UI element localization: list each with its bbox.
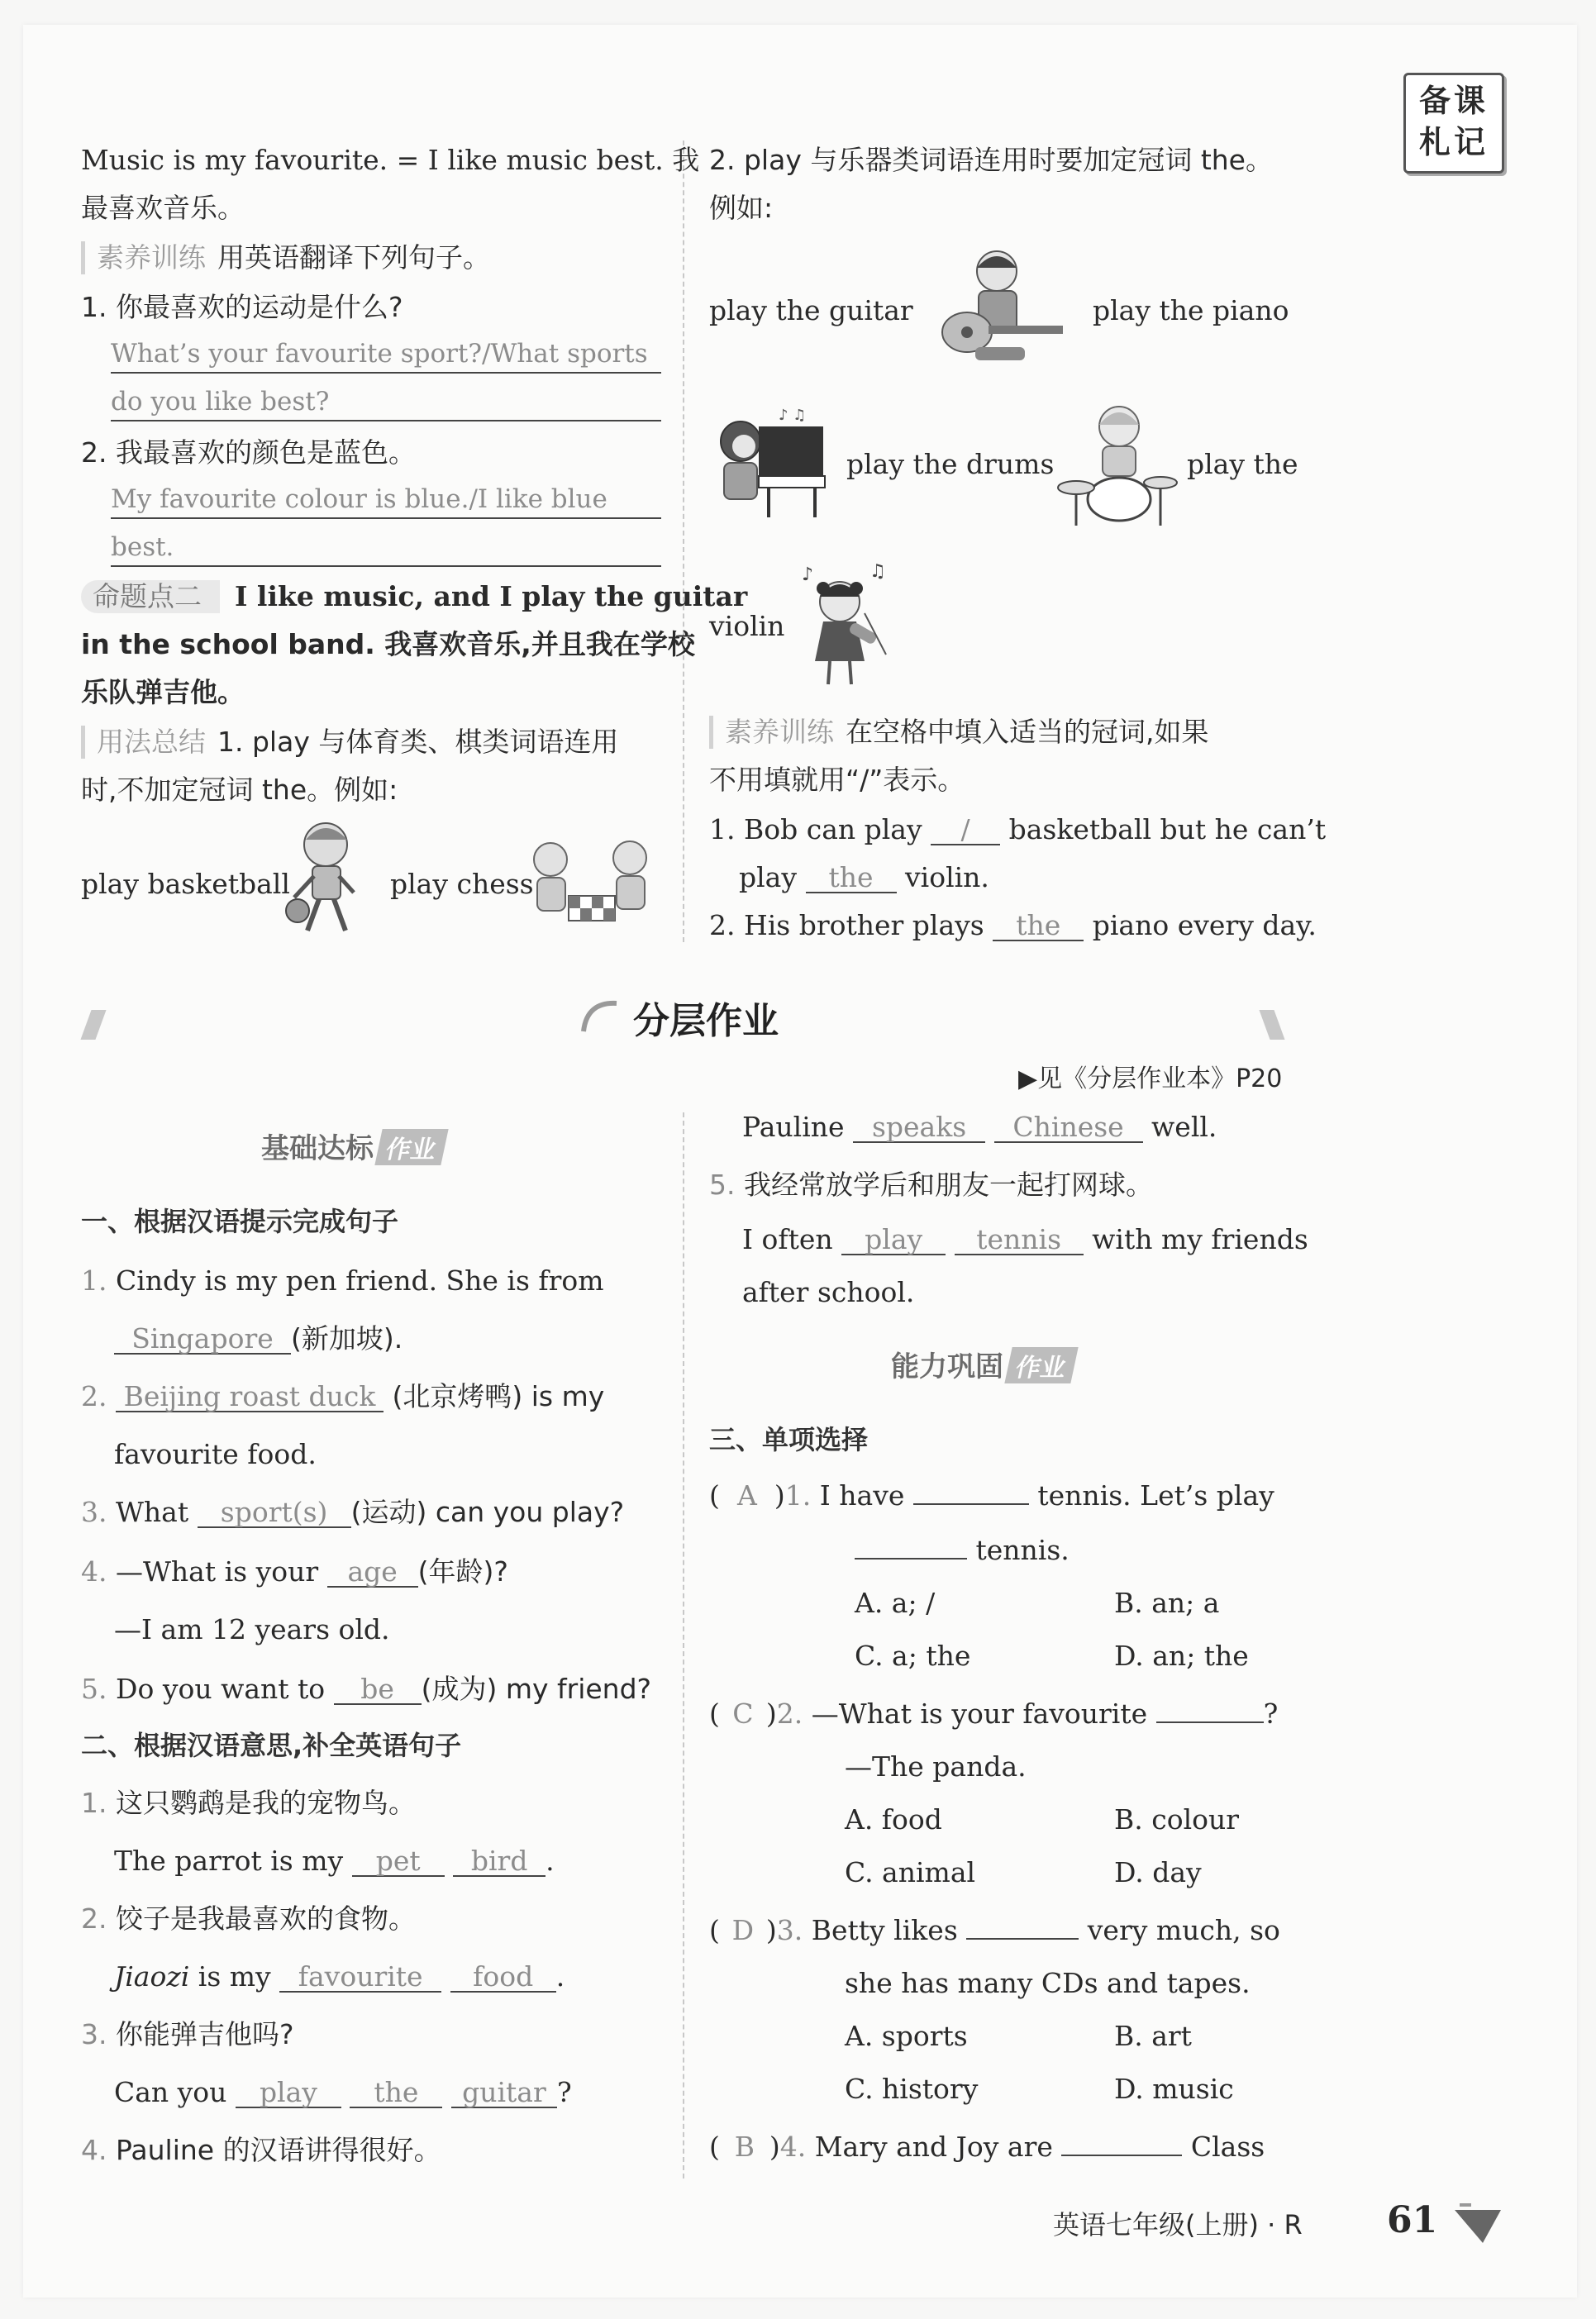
mcq-3-option-b[interactable]: B. art: [1114, 2020, 1192, 2052]
complete-s5-blank-1[interactable]: play: [841, 1226, 946, 1255]
training-2-row: [709, 716, 1209, 749]
fill-q5-number: 5.: [81, 1673, 107, 1705]
section-1-heading: 一、根据汉语提示完成句子: [81, 1206, 399, 1237]
point-2-english: I like music, and I play the guitar: [235, 580, 748, 612]
mcq-3-row: [709, 1914, 1280, 1947]
mcq-4-text-a: Mary and Joy are: [814, 2131, 1053, 2163]
article-q2-text-a: 2. His brother plays: [709, 909, 984, 941]
mcq-1-option-d[interactable]: D. an; the: [1114, 1640, 1249, 1672]
translate-q1: 1. 你最喜欢的运动是什么?: [81, 291, 403, 323]
mcq-1-number: 1.: [784, 1479, 812, 1512]
article-q1-blank-2[interactable]: the: [806, 864, 897, 893]
complete-s2-blank-2[interactable]: food: [450, 1963, 556, 1993]
upper-column-divider: [683, 140, 684, 942]
mcq-3-row-2: she has many CDs and tapes.: [845, 1967, 1251, 1999]
mcq-2-option-c[interactable]: C. animal: [845, 1856, 976, 1888]
ability-level-label: [891, 1344, 1074, 1382]
notes-stamp: [1403, 73, 1504, 174]
fill-q5-row: [81, 1673, 651, 1706]
article-q1-blank-1[interactable]: /: [931, 816, 1000, 845]
example-drums: play the drums: [846, 448, 1055, 480]
stamp-line-1: 备课: [1418, 83, 1489, 119]
complete-s4-blank-2[interactable]: Chinese: [994, 1113, 1143, 1143]
complete-s3-answer-row: [114, 2076, 572, 2109]
mcq-2-row: [709, 1698, 1278, 1731]
mcq-1-answer: A: [736, 1479, 757, 1512]
fill-q3-row: [81, 1496, 624, 1529]
answer-line: [111, 420, 661, 421]
rule-2-line-1: 2. play 与乐器类词语连用时要加定冠词 the。: [709, 144, 1273, 176]
mcq-2-paren-open: (: [709, 1698, 720, 1730]
complete-s4-chinese: Pauline 的汉语讲得很好。: [116, 2134, 441, 2166]
mcq-1-option-a[interactable]: A. a; /: [855, 1587, 936, 1619]
svg-text:♪: ♪: [802, 564, 814, 585]
mcq-1-text-a: I have: [819, 1479, 905, 1512]
complete-s2-text: is my: [198, 1960, 271, 1993]
fill-q1-blank[interactable]: Singapore: [114, 1325, 291, 1355]
mcq-1-blank-2[interactable]: [855, 1558, 967, 1559]
mcq-4-answer: B: [734, 2131, 755, 2163]
article-q1-text-c: play: [739, 861, 797, 893]
fill-q4-text-a: —What is your: [116, 1555, 319, 1588]
example-basketball: play basketball: [81, 868, 290, 900]
complete-s5-number: 5.: [709, 1169, 736, 1201]
svg-text:♪ ♫: ♪ ♫: [779, 407, 807, 424]
fill-q1-number: 1.: [81, 1264, 107, 1297]
mcq-3-blank[interactable]: [966, 1938, 1079, 1940]
example-guitar: play the guitar: [709, 294, 913, 326]
complete-s2-number: 2.: [81, 1902, 107, 1935]
mcq-2-option-a[interactable]: A. food: [845, 1803, 942, 1836]
fill-q1-hint: (新加坡).: [291, 1322, 403, 1355]
drummer-illustration: [1055, 397, 1179, 529]
page-number: 61: [1387, 2199, 1438, 2241]
answer-line: [111, 565, 661, 567]
complete-s3-text: Can you: [114, 2076, 227, 2108]
usage-row: [81, 726, 618, 759]
workbook-reference: ▶见《分层作业本》P20: [1018, 1064, 1283, 1093]
complete-s1-end: .: [545, 1845, 555, 1877]
translate-q1-answer-2: do you like best?: [111, 387, 330, 417]
fill-q3-number: 3.: [81, 1496, 107, 1528]
mcq-2-text-a: —What is your favourite: [811, 1698, 1148, 1730]
fill-q3-text-b: (运动) can you play?: [350, 1496, 625, 1528]
ability-level-badge: 作业: [1004, 1347, 1078, 1383]
training-1-tag: 素养训练: [81, 241, 206, 274]
mcq-4-paren-open: (: [709, 2131, 720, 2163]
example-chess: play chess: [390, 868, 534, 900]
footer-book-title: 英语七年级(上册) · R: [1053, 2209, 1303, 2240]
mcq-1-text-b: tennis. Let’s play: [1037, 1479, 1274, 1512]
article-q2-text-b: piano every day.: [1092, 909, 1317, 941]
complete-s2-text-italic: Jiaozi: [114, 1960, 190, 1993]
complete-s1-number: 1.: [81, 1787, 107, 1819]
answer-line: [111, 517, 661, 519]
mcq-1-option-b[interactable]: B. an; a: [1114, 1587, 1220, 1619]
mcq-2-number: 2.: [776, 1698, 803, 1730]
complete-s4-answer-row: [742, 1111, 1217, 1144]
mcq-1-blank-1[interactable]: [913, 1503, 1029, 1505]
complete-s4-blank-1[interactable]: speaks: [853, 1113, 985, 1143]
training-2-line-1: 在空格中填入适当的冠词,如果: [846, 716, 1209, 748]
complete-s5-chinese: 我经常放学后和朋友一起打网球。: [744, 1169, 1153, 1201]
music-line: Music is my favourite. = I like music best. 我: [81, 144, 700, 176]
fill-q2-number: 2.: [81, 1380, 107, 1412]
basic-level-label: [261, 1126, 445, 1164]
mcq-2-option-d[interactable]: D. day: [1114, 1856, 1202, 1888]
fill-q4-reply: —I am 12 years old.: [114, 1613, 390, 1645]
fill-q4-text-b: (年龄)?: [417, 1555, 508, 1588]
basketball-player-illustration: [278, 818, 369, 942]
fill-q1-row: [81, 1264, 604, 1298]
complete-s4-end: well.: [1151, 1111, 1217, 1143]
fill-q2-blank[interactable]: Beijing roast duck: [116, 1383, 384, 1412]
guitar-player-illustration: [929, 245, 1071, 369]
example-violin-part-2: violin: [709, 610, 785, 642]
mcq-3-answer: D: [731, 1914, 755, 1946]
svg-text:♫: ♫: [869, 561, 886, 582]
point-2-line-2: in the school band. 我喜欢音乐,并且我在学校: [81, 628, 695, 660]
fill-q5-text-b: (成为) my friend?: [421, 1673, 652, 1705]
mcq-1-row-2: [855, 1534, 1070, 1567]
mcq-4-row: [709, 2131, 1265, 2164]
complete-s4-row: [81, 2134, 441, 2167]
complete-s1-text: The parrot is my: [114, 1845, 344, 1877]
mcq-4-number: 4.: [779, 2131, 807, 2163]
section-3-heading: 三、单项选择: [709, 1424, 869, 1455]
basic-level-text: 基础达标: [261, 1132, 374, 1165]
mcq-2-answer: C: [732, 1698, 754, 1730]
complete-s5-answer-row: [742, 1223, 1308, 1256]
complete-s2-end: .: [555, 1960, 565, 1993]
fill-q2-row: [81, 1380, 604, 1413]
complete-s5-text-a: I often: [742, 1223, 833, 1255]
violinist-illustration: [787, 555, 911, 696]
article-q1-row-2: [739, 861, 989, 894]
complete-s4-number: 4.: [81, 2134, 107, 2166]
complete-s1-answer-row: [114, 1845, 555, 1878]
fill-q2-text: (北京烤鸭) is my: [392, 1380, 605, 1412]
complete-s3-blank-2[interactable]: the: [350, 2079, 442, 2108]
complete-s2-blank-1[interactable]: favourite: [279, 1963, 441, 1993]
mcq-3-text-a: Betty likes: [811, 1914, 958, 1946]
rule-2-line-2: 例如:: [709, 192, 774, 224]
mcq-2-end: ?: [1263, 1698, 1279, 1730]
point-2-tag: 命题点二: [81, 580, 220, 613]
mcq-3-text-b: very much, so: [1087, 1914, 1280, 1946]
piano-player-illustration: [707, 402, 831, 526]
complete-s3-blank-3[interactable]: guitar: [451, 2079, 557, 2108]
music-line-2: 最喜欢音乐。: [81, 192, 245, 224]
training-1-text: 用英语翻译下列句子。: [217, 241, 490, 274]
usage-line-2: 时,不加定冠词 the。例如:: [81, 774, 398, 806]
training-2-tag: 素养训练: [709, 716, 834, 749]
complete-s5-answer-row-2: after school.: [742, 1276, 915, 1308]
mcq-1-text-c: tennis.: [975, 1534, 1070, 1566]
basic-level-badge: 作业: [374, 1129, 448, 1165]
mcq-3-paren-close: ): [765, 1914, 777, 1946]
mcq-1-option-c[interactable]: C. a; the: [855, 1640, 971, 1672]
mcq-2-blank[interactable]: [1156, 1721, 1264, 1723]
corner-arrow-icon: [1451, 2202, 1504, 2246]
mcq-3-number: 3.: [776, 1914, 803, 1946]
ability-level-text: 能力巩固: [891, 1350, 1003, 1383]
fill-q3-blank[interactable]: sport(s): [198, 1498, 351, 1528]
article-q2-blank[interactable]: the: [993, 912, 1084, 941]
mcq-1-paren-open: (: [709, 1479, 720, 1512]
complete-s1-blank-2[interactable]: bird: [453, 1847, 545, 1877]
answer-line: [111, 372, 661, 374]
complete-s3-blank-1[interactable]: play: [236, 2079, 341, 2108]
stamp-line-2: 札记: [1418, 124, 1489, 160]
fill-q4-row: [81, 1555, 508, 1588]
layered-homework-title: 分层作业: [633, 1000, 779, 1042]
mcq-2-option-b[interactable]: B. colour: [1114, 1803, 1240, 1836]
mcq-4-blank[interactable]: [1061, 2155, 1182, 2156]
fill-q2-row-2: favourite food.: [114, 1438, 317, 1470]
mcq-4-text-b: Class: [1190, 2131, 1265, 2163]
mcq-3-paren-open: (: [709, 1914, 720, 1946]
translate-q1-answer-1: What’s your favourite sport?/What sports: [111, 339, 648, 369]
complete-s5-blank-2[interactable]: tennis: [955, 1226, 1084, 1255]
mcq-3-option-a[interactable]: A. sports: [845, 2020, 968, 2052]
mcq-4-paren-close: ): [769, 2131, 780, 2163]
fill-q1-text: Cindy is my pen friend. She is from: [116, 1264, 604, 1297]
fill-q1-row-2: [114, 1322, 403, 1355]
mcq-2-paren-close: ): [765, 1698, 777, 1730]
fill-q5-blank[interactable]: be: [334, 1675, 422, 1705]
example-violin-part-1: play the: [1187, 448, 1298, 480]
complete-s3-chinese: 你能弹吉他吗?: [116, 2018, 294, 2050]
complete-s2-row: [81, 1902, 416, 1936]
complete-s2-chinese: 饺子是我最喜欢的食物。: [116, 1902, 416, 1935]
article-q1-text-a: 1. Bob can play: [709, 813, 922, 845]
article-q2-row: [709, 909, 1317, 942]
mcq-1-row: [709, 1479, 1274, 1512]
complete-s5-row: [709, 1169, 1153, 1202]
usage-tag: 用法总结: [81, 726, 206, 759]
training-1-row: [81, 241, 490, 274]
fill-q3-text-a: What: [116, 1496, 189, 1528]
header-swirl-icon: [579, 995, 622, 1038]
point-2-row: [81, 580, 747, 613]
complete-s1-blank-1[interactable]: pet: [352, 1847, 445, 1877]
mcq-1-paren-close: ): [774, 1479, 785, 1512]
chess-players-illustration: [526, 835, 658, 934]
section-2-heading: 二、根据汉语意思,补全英语句子: [81, 1730, 462, 1761]
fill-q5-text-a: Do you want to: [116, 1673, 326, 1705]
mcq-2-reply: —The panda.: [845, 1750, 1027, 1783]
fill-q4-number: 4.: [81, 1555, 107, 1588]
mcq-3-option-d[interactable]: D. music: [1114, 2073, 1234, 2105]
complete-s1-row: [81, 1787, 416, 1820]
fill-q4-blank[interactable]: age: [327, 1558, 418, 1588]
complete-s3-end: ?: [556, 2076, 572, 2108]
complete-s2-answer-row: [114, 1960, 565, 1993]
complete-s1-chinese: 这只鹦鹉是我的宠物鸟。: [116, 1787, 416, 1819]
mcq-3-option-c[interactable]: C. history: [845, 2073, 979, 2105]
point-2-line-3: 乐队弹吉他。: [81, 676, 245, 708]
complete-s5-text-b: with my friends: [1092, 1223, 1308, 1255]
complete-s3-number: 3.: [81, 2018, 107, 2050]
translate-q2-answer-2: best.: [111, 532, 174, 562]
translate-q2: 2. 我最喜欢的颜色是蓝色。: [81, 436, 416, 469]
article-q1-row: [709, 813, 1326, 846]
translate-q2-answer-1: My favourite colour is blue./I like blue: [111, 484, 607, 514]
article-q1-text-b: basketball but he can’t: [1008, 813, 1327, 845]
usage-line-1: 1. play 与体育类、棋类词语连用: [217, 726, 619, 758]
article-q1-text-d: violin.: [905, 861, 989, 893]
example-piano: play the piano: [1093, 294, 1289, 326]
complete-s3-row: [81, 2018, 294, 2051]
training-2-line-2: 不用填就用“/”表示。: [709, 764, 965, 796]
lower-column-divider: [683, 1112, 684, 2179]
complete-s4-text: Pauline: [742, 1111, 845, 1143]
